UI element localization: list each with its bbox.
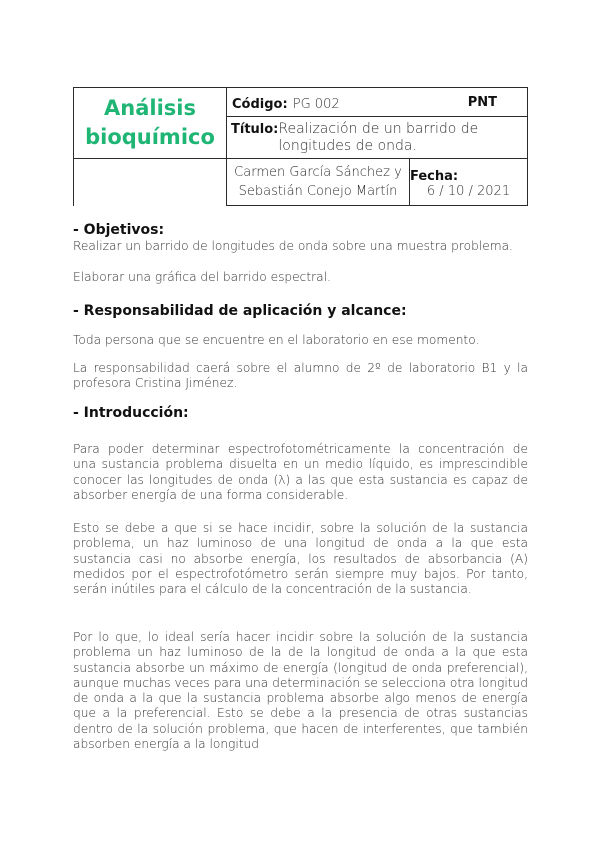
authors-line-2: Sebastián Conejo Martín (238, 184, 398, 199)
fecha-value: 6 / 10 / 2021 (426, 184, 511, 199)
responsabilidad-paragraph-2: La responsabilidad caerá sobre el alumno de 2º de laboratorio B1 y la profesora Cristina Jiménez. (73, 361, 528, 391)
pnt-label: PNT (467, 94, 497, 110)
fecha-cell (410, 159, 528, 206)
document-header-table (73, 87, 528, 206)
empty-cell (74, 159, 227, 206)
introduccion-heading: - Introducción: (73, 405, 189, 421)
logo-line-1: Análisis (104, 96, 196, 120)
objetivos-heading: - Objetivos: (73, 222, 165, 238)
codigo-cell (227, 88, 528, 117)
logo-line-2: bioquímico (85, 125, 215, 149)
responsabilidad-paragraph-1: Toda persona que se encuentre en el laboratorio en ese momento. (73, 333, 480, 347)
codigo-value: PG 002 (292, 96, 340, 112)
introduccion-paragraph-2: Esto se debe a que si se hace incidir, sobre la solución de la sustancia problema, un haz luminoso de una longitud de onda a la que esta sustancia casi no absorbe energía, los resultados de absorbancia (A) medidos por el espectrofotómetro serán siempre muy bajos. Por tanto, serán inútiles para el cálculo de la concentración de la sustancia. (73, 521, 528, 597)
introduccion-paragraph-1: Para poder determinar espectrofotométricamente la concentración de una sustancia problema disuelta en un medio líquido, es imprescindible conocer las longitudes de onda (λ) a las que esta sustancia es capaz de absorber energía de una forma considerable. (73, 442, 528, 502)
titulo-label: Título: (231, 121, 279, 137)
codigo-label: Código: (232, 96, 288, 112)
authors-line-1: Carmen García Sánchez y (234, 165, 402, 180)
logo-text (74, 94, 226, 152)
objetivos-paragraph-1: Realizar un barrido de longitudes de onda sobre una muestra problema. (73, 239, 513, 253)
authors-cell (227, 159, 410, 206)
introduccion-paragraph-3: Por lo que, lo ideal sería hacer incidir sobre la solución de la sustancia problema un haz luminoso de la de la longitud de onda a la que esta sustancia absorbe un máximo de energía (longitud de onda preferencial), aunque muchas veces para una determinación se selecciona otra longitud de onda a la que la sustancia problema absorbe algo menos de energía que a la preferencial. Esto se debe a la presencia de otras sustancias dentro de la solución problema, que hacen de interferentes, que también absorben energía a la longitud (73, 630, 528, 752)
fecha-label: Fecha: (410, 169, 459, 184)
responsabilidad-heading: - Responsabilidad de aplicación y alcance: (73, 303, 407, 319)
objetivos-paragraph-2: Elaborar una gráfica del barrido espectral. (73, 270, 331, 284)
titulo-cell (227, 117, 528, 159)
titulo-value: Realización de un barrido de longitudes de onda. (278, 120, 479, 154)
logo-cell (74, 88, 227, 159)
